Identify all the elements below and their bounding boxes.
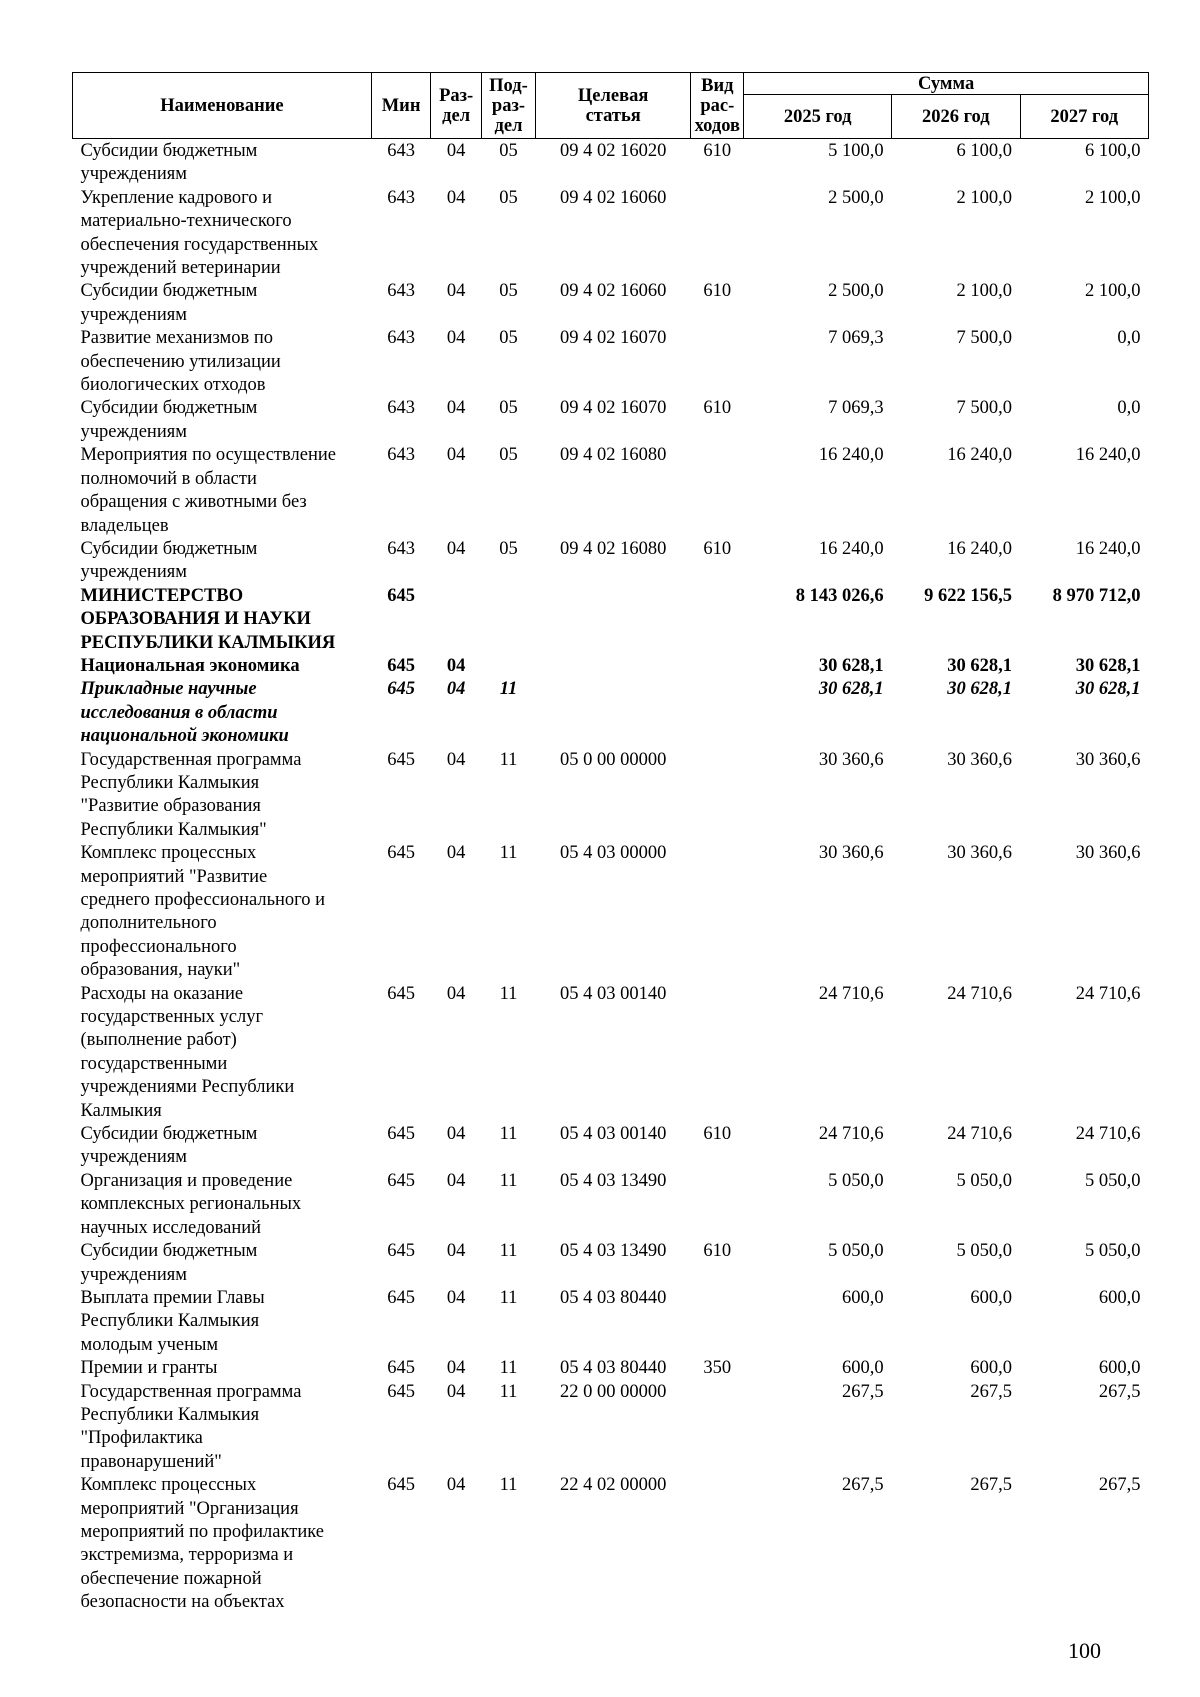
table-row [73,655,1149,678]
cell-vid: 610 [703,141,732,161]
header-name: Наименование [73,73,372,139]
cell-2027: 267,5 [1098,1381,1141,1402]
cell-min: 645 [387,1124,415,1145]
cell-target: 05 4 03 00140 [559,983,667,1004]
cell-target: 22 0 00 00000 [559,1381,667,1402]
cell-vid [691,1170,744,1240]
cell-2026: 267,5 [970,1475,1012,1496]
cell-2026: 5 050,0 [956,1170,1012,1191]
cell-2027: 16 240,0 [1075,538,1141,559]
cell-2026: 30 360,6 [947,843,1012,864]
table-row [73,1357,1149,1380]
cell-2026: 7 500,0 [956,328,1012,349]
table-row [73,678,1149,748]
table-row [73,1170,1149,1240]
cell-name: Премии и гранты [80,1358,218,1379]
cell-vid: 610 [703,1124,732,1145]
cell-vid [691,983,744,1123]
cell-target: 09 4 02 16080 [559,445,667,466]
cell-name: Национальная экономика [80,655,300,676]
cell-podrazdel: 05 [499,328,518,349]
cell-2026: 267,5 [970,1381,1012,1402]
table-header [73,73,1149,139]
cell-2025: 267,5 [841,1475,884,1496]
cell-target: 05 4 03 00000 [559,843,667,864]
cell-min: 645 [387,843,415,864]
cell-target: 09 4 02 16060 [559,187,667,208]
cell-target: 09 4 02 16020 [559,141,667,161]
cell-podrazdel: 05 [499,141,518,161]
cell-2025: 5 100,0 [828,141,884,161]
cell-2025: 30 360,6 [818,843,884,864]
cell-name: Мероприятия по осуществление полномочий в области обращения с животными без владельцев [80,445,336,536]
table-row [73,842,1149,982]
cell-2025: 5 050,0 [828,1170,884,1191]
cell-2025: 30 360,6 [818,749,884,770]
document-page [72,72,1149,1615]
table-row [73,983,1149,1123]
cell-2027: 5 050,0 [1085,1241,1141,1262]
cell-name: Государственная программа Республики Калмыкия "Развитие образования Республики Калмыкия" [80,749,302,840]
cell-2027: 5 050,0 [1085,1170,1141,1191]
cell-name: Прикладные научные исследования в области национальной экономики [80,679,289,747]
cell-target: 05 4 03 80440 [559,1358,667,1379]
cell-2026: 30 628,1 [947,679,1012,700]
cell-2027: 267,5 [1098,1475,1141,1496]
cell-2025: 2 500,0 [828,281,884,302]
cell-2027: 6 100,0 [1085,141,1141,161]
cell-2025: 30 628,1 [818,679,884,700]
cell-2026: 30 628,1 [947,655,1012,676]
cell-2027: 16 240,0 [1075,445,1141,466]
cell-razdel: 04 [446,1475,466,1496]
cell-2027: 24 710,6 [1075,1124,1141,1145]
cell-podrazdel [482,655,536,678]
cell-target: 09 4 02 16070 [559,328,667,349]
cell-name: Укрепление кадрового и материально-технического обеспечения государственных учреждений ветеринарии [80,187,319,279]
cell-min: 645 [387,1475,415,1496]
cell-vid [691,1287,744,1357]
cell-razdel: 04 [446,843,466,864]
cell-min: 645 [387,1241,415,1262]
cell-name: Субсидии бюджетным учреждениям [80,538,258,583]
cell-razdel: 04 [446,1287,466,1308]
cell-podrazdel [482,585,536,655]
header-target: Целевая статья [535,73,690,139]
cell-min: 643 [387,445,415,466]
cell-2025: 7 069,3 [828,398,884,419]
cell-podrazdel: 11 [499,1170,518,1191]
cell-min: 645 [387,1170,415,1191]
cell-vid [691,1474,744,1614]
cell-target: 05 4 03 00140 [559,1124,667,1145]
table-row [73,280,1149,327]
table-row [73,585,1149,655]
table-row [73,397,1149,444]
budget-table [72,72,1149,1615]
cell-2025: 2 500,0 [828,187,884,208]
cell-2027: 8 970 712,0 [1052,585,1141,606]
cell-2027: 24 710,6 [1075,983,1141,1004]
cell-vid [691,444,744,538]
cell-podrazdel: 05 [499,398,518,419]
header-min: Мин [371,73,430,139]
cell-2026: 9 622 156,5 [924,585,1012,606]
cell-min: 643 [387,398,415,419]
cell-razdel: 04 [446,1124,466,1145]
cell-2025: 16 240,0 [818,445,884,466]
table-row [73,444,1149,538]
cell-name: Субсидии бюджетным учреждениям [80,398,258,442]
cell-name: Субсидии бюджетным учреждениям [80,141,258,185]
cell-min: 645 [387,749,415,770]
cell-name: Субсидии бюджетным учреждениям [80,1124,258,1168]
cell-target: 09 4 02 16080 [559,538,667,559]
cell-2025: 600,0 [841,1358,884,1379]
cell-2026: 600,0 [970,1287,1012,1308]
cell-vid [691,585,744,655]
cell-vid [691,655,744,678]
cell-podrazdel: 11 [499,679,518,700]
cell-min: 645 [387,655,415,676]
cell-razdel: 04 [446,398,466,419]
cell-2026: 600,0 [970,1358,1012,1379]
cell-vid [691,842,744,982]
cell-vid [691,1381,744,1475]
cell-vid [691,678,744,748]
cell-2027: 600,0 [1098,1358,1141,1379]
cell-razdel: 04 [446,445,466,466]
cell-2027: 0,0 [1117,398,1141,419]
cell-target: 05 4 03 80440 [559,1287,667,1308]
cell-podrazdel: 11 [499,983,518,1004]
table-row [73,1381,1149,1475]
table-row [73,749,1149,843]
table-row [73,538,1149,585]
cell-min: 645 [387,585,415,606]
cell-min: 645 [387,1381,415,1402]
cell-2026: 5 050,0 [956,1241,1012,1262]
table-body [73,139,1149,1615]
cell-podrazdel: 11 [499,1475,518,1496]
cell-razdel: 04 [446,655,466,676]
cell-podrazdel: 11 [499,843,518,864]
cell-target: 09 4 02 16060 [559,281,667,302]
cell-podrazdel: 11 [499,1358,518,1379]
table-row [73,1123,1149,1170]
cell-2025: 5 050,0 [828,1241,884,1262]
cell-2026: 7 500,0 [956,398,1012,419]
cell-vid: 610 [703,281,732,302]
cell-podrazdel: 05 [499,538,518,559]
cell-target: 09 4 02 16070 [559,398,667,419]
cell-razdel: 04 [446,679,466,700]
cell-razdel: 04 [446,1241,466,1262]
cell-razdel: 04 [446,1358,466,1379]
cell-name: Субсидии бюджетным учреждениям [80,281,258,325]
cell-vid [691,749,744,843]
cell-name: Комплекс процессных мероприятий "Организация мероприятий по профилактике экстремизма, терроризма и обеспечение пожарной безопасности на объектах [80,1475,324,1613]
cell-vid [691,187,744,281]
cell-target [535,678,690,748]
cell-2026: 30 360,6 [947,749,1012,770]
cell-razdel: 04 [446,749,466,770]
cell-name: Субсидии бюджетным учреждениям [80,1241,258,1285]
cell-podrazdel: 11 [499,1287,518,1308]
table-row [73,1474,1149,1614]
cell-min: 645 [387,983,415,1004]
cell-2026: 16 240,0 [947,538,1012,559]
cell-razdel: 04 [446,538,466,559]
table-row [73,187,1149,281]
cell-vid: 610 [703,538,732,559]
cell-2025: 267,5 [841,1381,884,1402]
cell-podrazdel: 05 [499,187,518,208]
cell-2027: 600,0 [1098,1287,1141,1308]
cell-target [535,585,690,655]
cell-2027: 30 360,6 [1075,843,1141,864]
cell-min: 645 [387,679,415,700]
cell-target [535,655,690,678]
cell-razdel [431,585,482,655]
cell-2027: 30 360,6 [1075,749,1141,770]
cell-2025: 24 710,6 [818,1124,884,1145]
cell-min: 643 [387,141,415,161]
cell-2027: 2 100,0 [1085,187,1141,208]
cell-podrazdel: 05 [499,281,518,302]
header-sum: Сумма [744,73,1149,95]
cell-2025: 8 143 026,6 [795,585,884,606]
cell-razdel: 04 [446,187,466,208]
cell-vid: 610 [703,1241,732,1262]
cell-podrazdel: 11 [499,1124,518,1145]
header-year-2026: 2026 год [892,95,1020,139]
cell-2027: 2 100,0 [1085,281,1141,302]
cell-podrazdel: 11 [499,1241,518,1262]
header-year-2027: 2027 год [1020,95,1149,139]
cell-razdel: 04 [446,281,466,302]
cell-vid: 350 [703,1358,732,1379]
header-razdel: Раз- дел [431,73,482,139]
cell-razdel: 04 [446,1170,466,1191]
cell-min: 645 [387,1287,415,1308]
page-number: 100 [1068,1638,1101,1663]
cell-name: Государственная программа Республики Калмыкия "Профилактика правонарушений" [80,1381,302,1472]
table-row [73,139,1149,187]
cell-target: 05 0 00 00000 [559,749,667,770]
cell-podrazdel: 05 [499,445,518,466]
cell-name: Комплекс процессных мероприятий "Развитие среднего профессионального и дополнительного профессионального образования, науки" [80,843,326,981]
cell-2025: 24 710,6 [818,983,884,1004]
table-row [73,327,1149,397]
table-row [73,1240,1149,1287]
cell-razdel: 04 [446,1381,466,1402]
cell-2026: 16 240,0 [947,445,1012,466]
cell-razdel: 04 [446,983,466,1004]
cell-min: 643 [387,187,415,208]
cell-2027: 30 628,1 [1075,679,1141,700]
header-vid: Вид рас- ходов [691,73,744,139]
cell-name: Организация и проведение комплексных региональных научных исследований [80,1170,302,1238]
cell-name: Выплата премии Главы Республики Калмыкия молодым ученым [80,1287,265,1355]
cell-2026: 6 100,0 [956,141,1012,161]
cell-name: МИНИСТЕРСТВО ОБРАЗОВАНИЯ И НАУКИ РЕСПУБЛИКИ КАЛМЫКИЯ [80,585,336,653]
cell-2027: 30 628,1 [1075,655,1141,676]
cell-2025: 7 069,3 [828,328,884,349]
cell-2026: 24 710,6 [947,1124,1012,1145]
table-row [73,1287,1149,1357]
cell-2025: 16 240,0 [818,538,884,559]
cell-name: Развитие механизмов по обеспечению утилизации биологических отходов [80,328,281,396]
cell-min: 643 [387,281,415,302]
cell-podrazdel: 11 [499,1381,518,1402]
cell-2025: 30 628,1 [818,655,884,676]
cell-2025: 600,0 [841,1287,884,1308]
cell-vid [691,327,744,397]
cell-min: 643 [387,538,415,559]
cell-target: 05 4 03 13490 [559,1170,667,1191]
header-year-2025: 2025 год [744,95,892,139]
cell-vid: 610 [703,398,732,419]
cell-2027: 0,0 [1117,328,1141,349]
cell-razdel: 04 [446,141,466,161]
cell-podrazdel: 11 [499,749,518,770]
cell-min: 643 [387,328,415,349]
cell-2026: 2 100,0 [956,281,1012,302]
cell-target: 22 4 02 00000 [559,1475,667,1496]
cell-2026: 24 710,6 [947,983,1012,1004]
cell-2026: 2 100,0 [956,187,1012,208]
cell-name: Расходы на оказание государственных услуг (выполнение работ) государственными учреждениями Республики Калмыкия [80,983,295,1121]
cell-target: 05 4 03 13490 [559,1241,667,1262]
cell-razdel: 04 [446,328,466,349]
cell-min: 645 [387,1358,415,1379]
header-podrazdel: Под- раз- дел [482,73,536,139]
